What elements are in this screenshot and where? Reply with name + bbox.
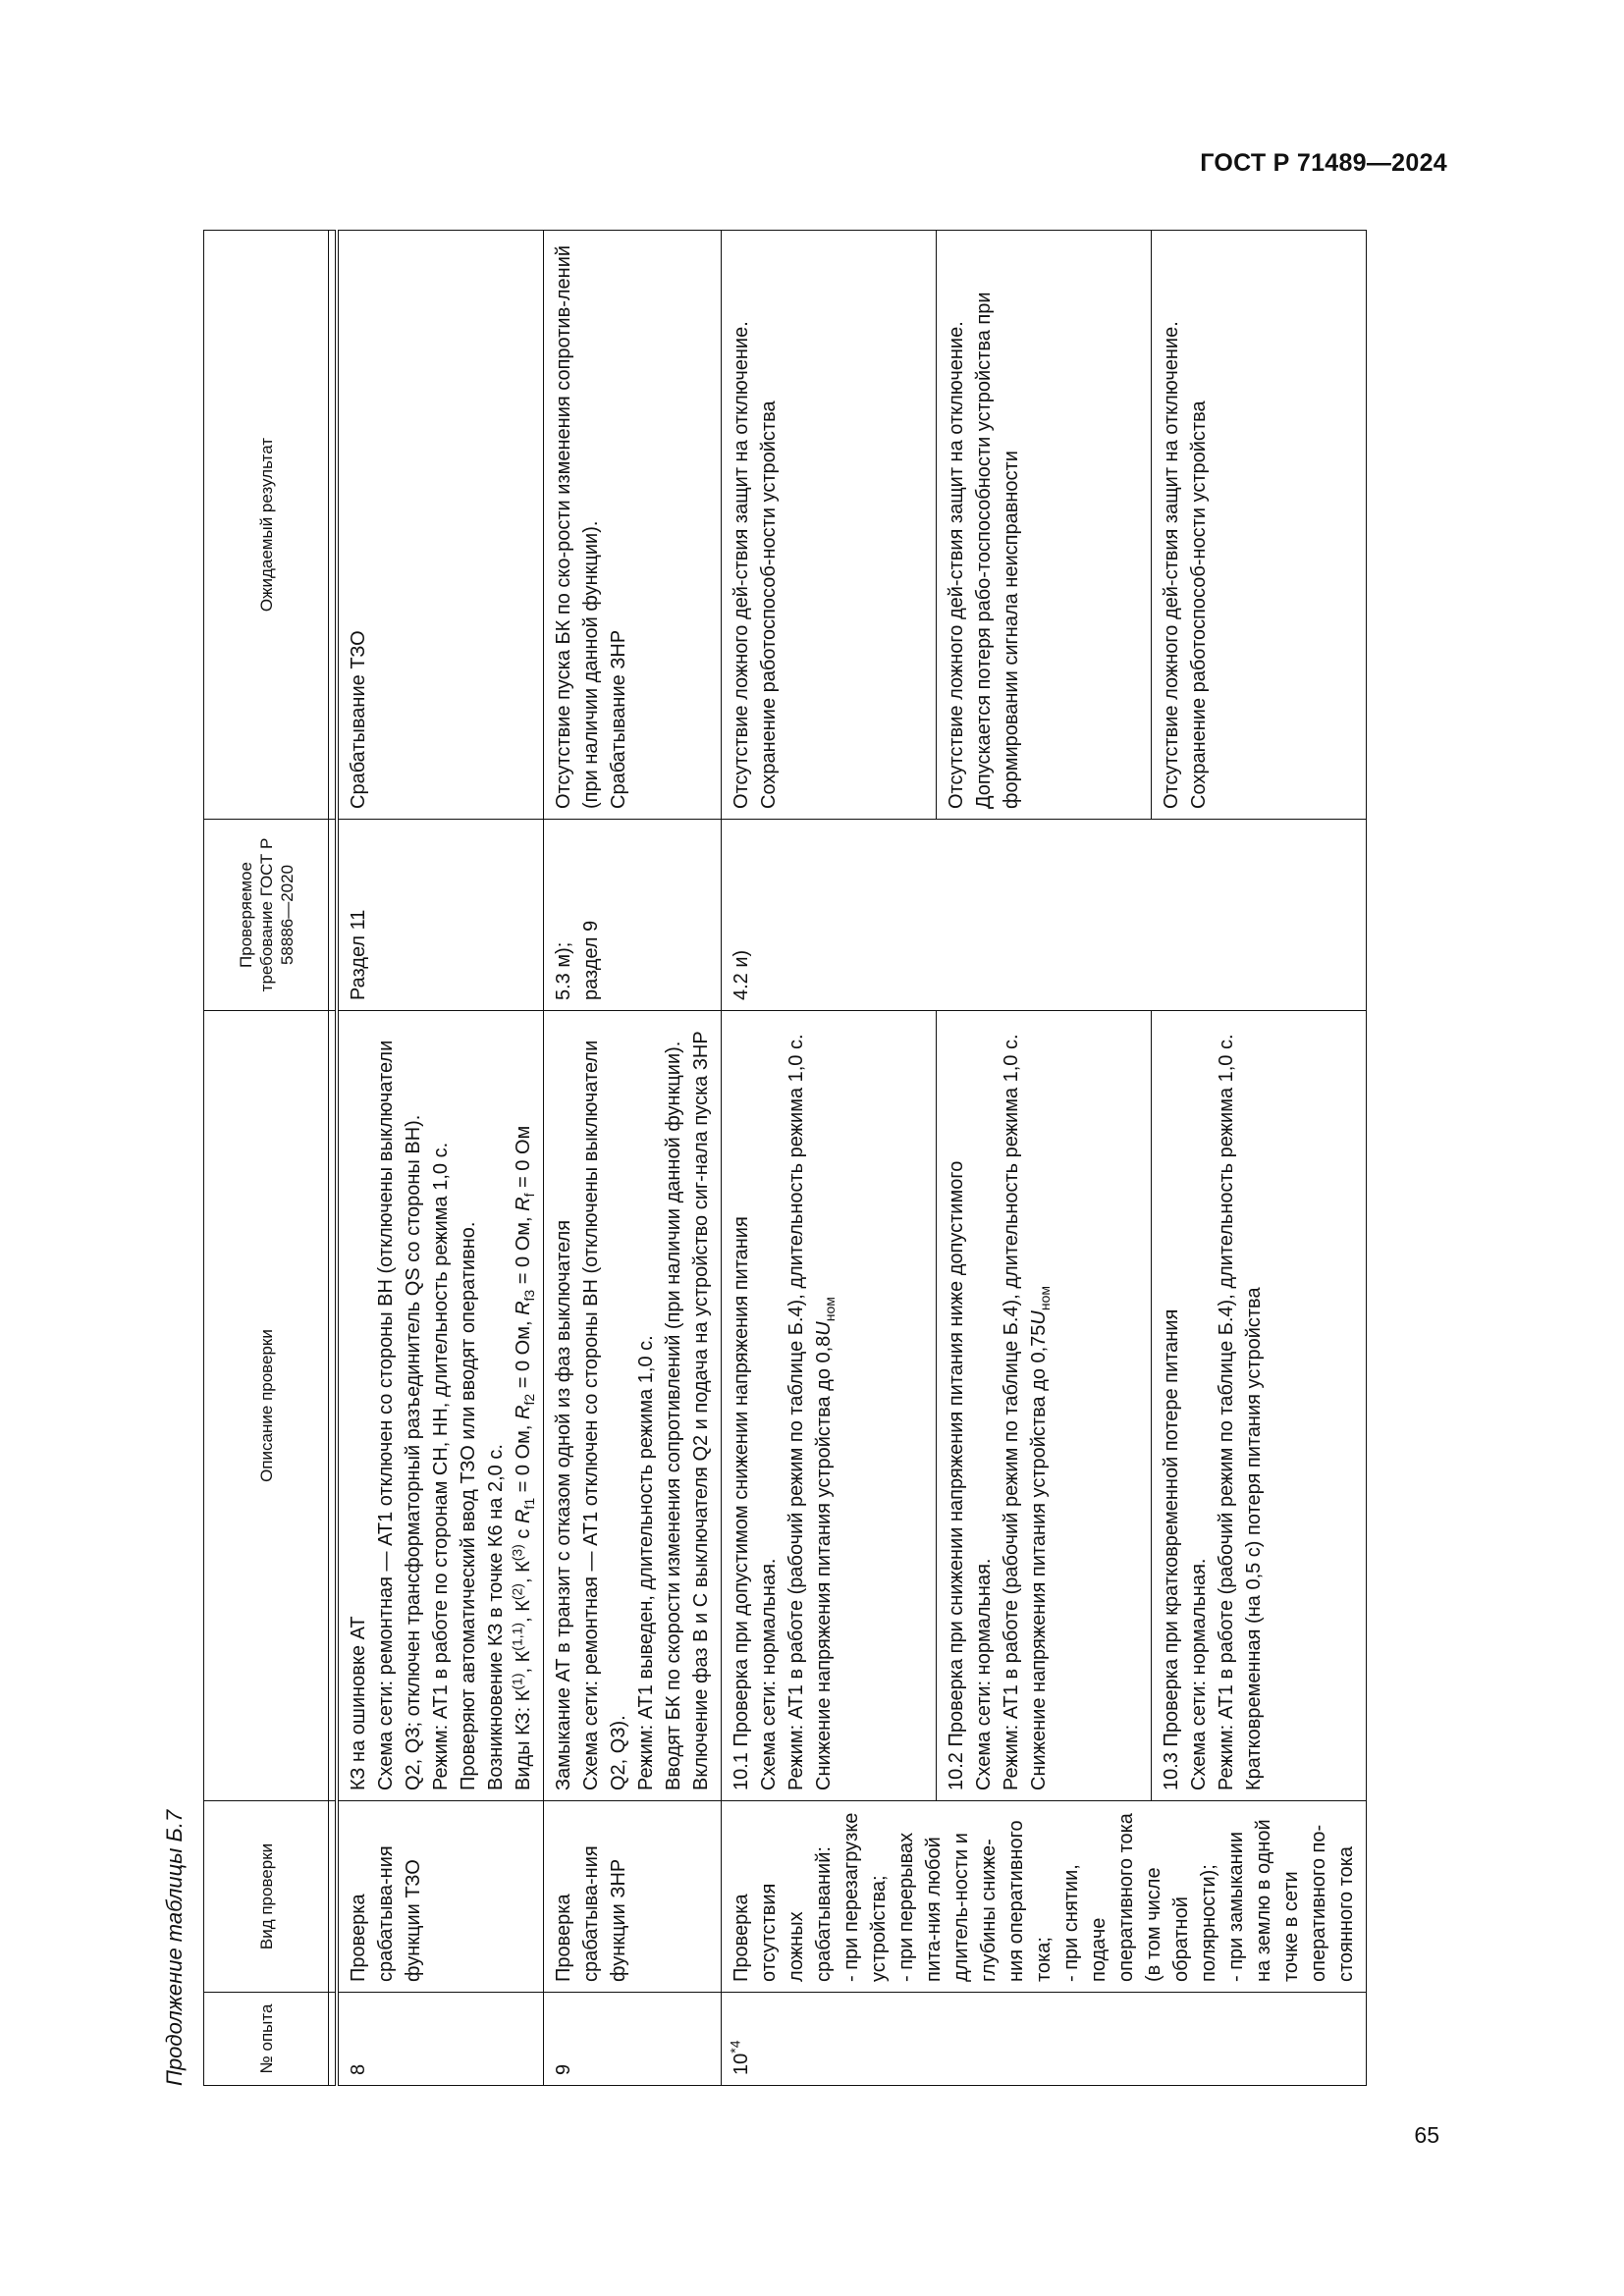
row-type: Проверка срабатыва-ния функции ЗНР [544,1801,722,1993]
col-header-requirement: Проверяемое требование ГОСТ Р 58886—2020 [204,820,329,1011]
table-row [722,231,937,2086]
rotated-table-area [159,231,1367,2086]
row-number: 9 [544,1993,722,2086]
row-result: Отсутствие пуска БК по ско-рости изменения сопротив-лений (при наличии данной функции). Срабатывание ЗНР [544,231,722,820]
table-header-row [204,231,329,2086]
document-header: ГОСТ Р 71489—2024 [1200,149,1447,177]
subrow-10-1-result: Отсутствие ложного дей-ствия защит на отключение. Сохранение работоспособ-ности устройства [722,231,937,820]
subrow-10-1-description: 10.1 Проверка при допустимом снижении напряжения питания Схема сети: нормальная. Режим: АТ1 в работе (рабочий режим по таблице Б.4), длительность режима 1,0 с. Снижение напряжения питания устройства до $0,8U_{ном}$ [722,1011,937,1801]
row-description: КЗ на ошиновке АТ Схема сети: ремонтная — АТ1 отключен со стороны ВН (отключены выключатели Q2, Q3; отключен трансформаторный разъединитель QS со стороны ВН). Режим: АТ1 в работе по сторонам СН, НН, длительность режима 1,0 с. Проверяют автоматический ввод ТЗО или вводят оперативно. Возникновение КЗ в точке К6 на 2,0 с. Виды КЗ: $К^{(1)}$, К$^{(1,1)}$, $К^{(2)}$, $К^{(3)}$ с $R_{f1} = 0$ Ом, $R_{f2} = 0$ Ом, $R_{f3} = 0$ Ом, $R_f = 0$ Ом [337,1011,544,1801]
row-description: Замыкание АТ в транзит с отказом одной из фаз выключателя Схема сети: ремонтная — АТ1 отключен со стороны ВН (отключены выключатели Q2, Q3). Режим: АТ1 выведен, длительность режима 1,0 с. Вводят БК по скорости изменения сопротивлений (при наличии данной функции). Включение фаз В и С выключателя Q2 и подача на устройство сиг-нала пуска ЗНР [544,1011,722,1801]
col-header-num: № опыта [204,1993,329,2086]
row-requirement: Раздел 11 [337,820,544,1011]
subrow-10-3-result: Отсутствие ложного дей-ствия защит на отключение. Сохранение работоспособ-ности устройства [1152,231,1367,820]
row-result: Срабатывание ТЗО [337,231,544,820]
col-header-result: Ожидаемый результат [204,231,329,820]
row-type: Проверка отсутствия ложных срабатываний: - при перезагрузке устройства; - при перерывах пита-ния любой длитель-ности и глубины сниже-ния оперативного тока; - при снятии, подаче оперативного тока (в том числе обратной полярности); - при замыкании на землю в одной точке в сети оперативного по-стоянного тока [722,1801,1367,1993]
subrow-10-2-result: Отсутствие ложного дей-ствия защит на отключение. Допускается потеря рабо-тоспособности устройства при формировании сигнала неисправности [937,231,1152,820]
table-row [544,231,722,2086]
page-number: 65 [1414,2122,1439,2148]
subrow-10-3-description: 10.3 Проверка при кратковременной потере питания Схема сети: нормальная. Режим: АТ1 в работе (рабочий режим по таблице Б.4), длительность режима 1,0 с. Кратковременная (на 0,5 с) потеря питания устройства [1152,1011,1367,1801]
col-header-type: Вид проверки [204,1801,329,1993]
row-requirement: 5.3 м); раздел 9 [544,820,722,1011]
row-number: 8 [337,1993,544,2086]
row-requirement: 4.2 и) [722,820,1367,1011]
subrow-10-2-description: 10.2 Проверка при снижении напряжения питания ниже допустимого Схема сети: нормальная. Режим: АТ1 в работе (рабочий режим по таблице Б.4), длительность режима 1,0 с. Снижение напряжения питания устройства до $0,75U_{ном}$ [937,1011,1152,1801]
fault-types-line: Виды КЗ: $К^{(1)}$, К$^{(1,1)}$, $К^{(2)}$, $К^{(3)}$ с $R_{f1} = 0$ Ом, $R_{f2} = 0$ Ом, $R_{f3} = 0$ Ом, $R_f = 0$ Ом [509,1125,537,1790]
col-header-description: Описание проверки [204,1011,329,1801]
table-row [337,231,544,2086]
table-caption: Продолжение таблицы Б.7 [162,1809,187,2086]
header-double-rule [329,231,338,2086]
row-number: 10$^{*4}$ [722,1993,1367,2086]
test-table [203,230,1367,2086]
row-type: Проверка срабатыва-ния функции ТЗО [337,1801,544,1993]
